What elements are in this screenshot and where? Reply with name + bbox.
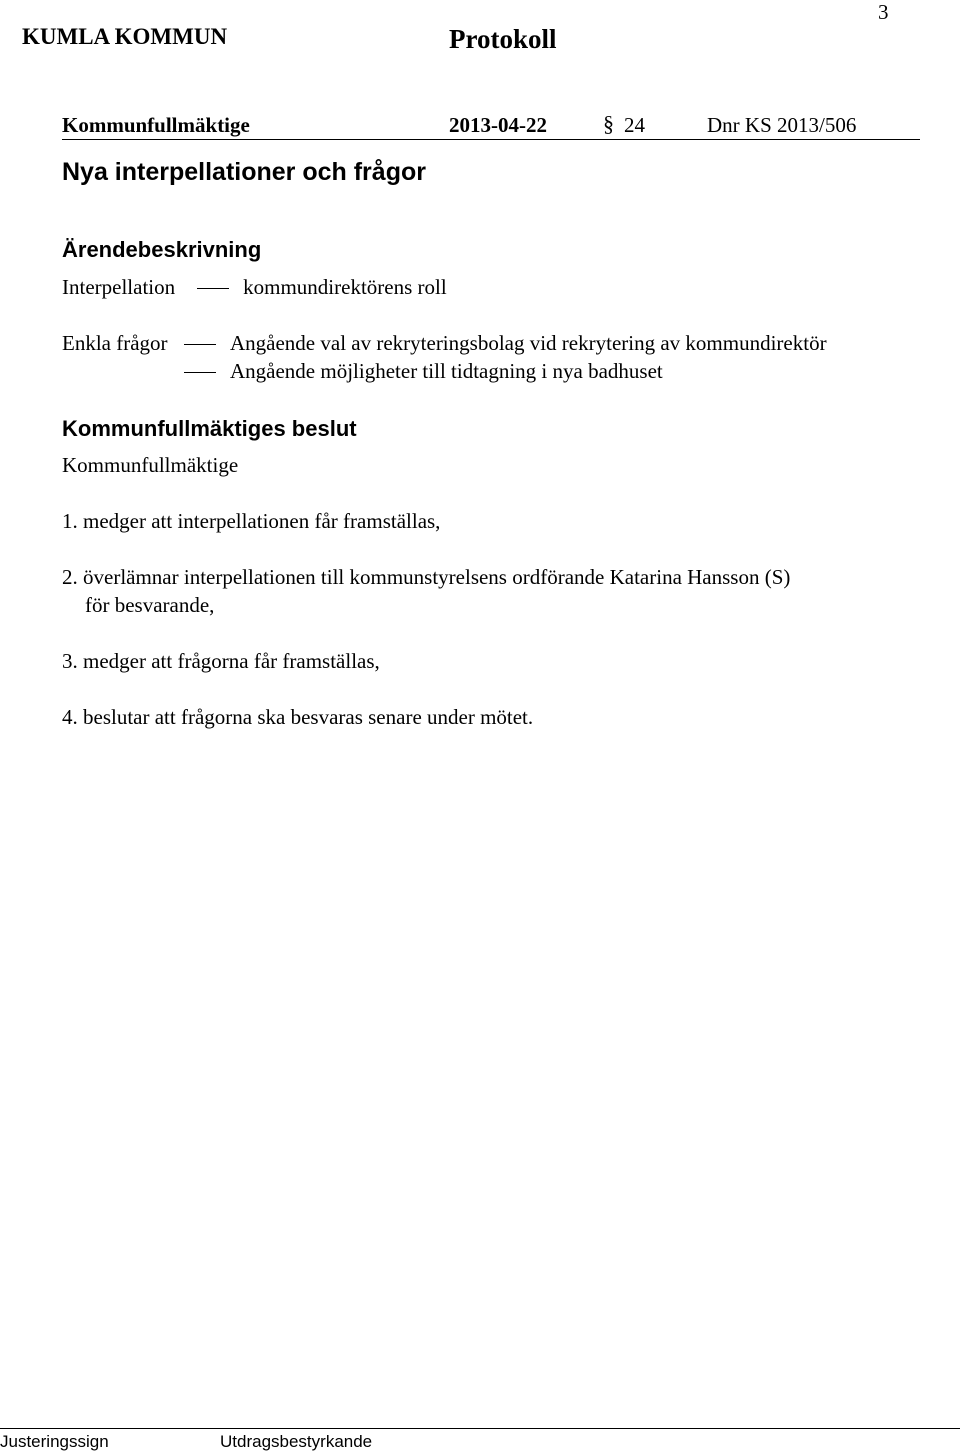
enkla-fragor-label: Enkla frågor: [62, 331, 168, 355]
decision-text: överlämnar interpellationen till kommunstyrelsens ordförande Katarina Hansson (S): [83, 565, 791, 589]
arendebeskrivning-heading: Ärendebeskrivning: [62, 237, 262, 262]
meeting-body: Kommunfullmäktige: [62, 113, 250, 137]
beslut-intro: Kommunfullmäktige: [62, 453, 239, 477]
decision-text: beslutar att frågorna ska besvaras senare under mötet.: [83, 705, 534, 729]
decision-number: 2.: [62, 565, 78, 589]
document-type: Protokoll: [449, 24, 557, 54]
interpellation-label: Interpellation: [62, 275, 176, 299]
question-row-1: [184, 329, 827, 357]
decision-item-4: [62, 703, 533, 731]
decision-number: 3.: [62, 649, 78, 673]
decision-item-3: [62, 647, 380, 675]
decision-item-2-continuation: för besvarande,: [85, 593, 215, 617]
page-number: 3: [878, 0, 889, 24]
municipality-name: KUMLA KOMMUN: [22, 24, 228, 49]
footer-justeringssign: Justeringssign: [0, 1432, 109, 1451]
question-row-2: [184, 357, 663, 385]
decision-text: medger att frågorna får framställas,: [83, 649, 380, 673]
section-symbol: §: [603, 111, 614, 136]
footer-utdragsbestyrkande: Utdragsbestyrkande: [220, 1432, 373, 1451]
beslut-heading: Kommunfullmäktiges beslut: [62, 416, 357, 441]
dash-separator: [197, 288, 229, 289]
dnr-reference: Dnr KS 2013/506: [707, 113, 857, 137]
question-text-1: Angående val av rekryteringsbolag vid rekrytering av kommundirektör: [230, 331, 827, 355]
meeting-date: 2013-04-22: [449, 113, 547, 137]
footer-rule: [0, 1428, 960, 1429]
decision-item-1: [62, 507, 440, 535]
decision-text: medger att interpellationen får framställas,: [83, 509, 441, 533]
question-text-2: Angående möjligheter till tidtagning i nya badhuset: [230, 359, 663, 383]
dash-separator: [184, 372, 216, 373]
interpellation-text: kommundirektörens roll: [243, 275, 447, 299]
decision-item-2: [62, 563, 790, 591]
decision-number: 1.: [62, 509, 78, 533]
interpellation-row: [62, 273, 447, 301]
decision-number: 4.: [62, 705, 78, 729]
section-number: 24: [624, 113, 645, 137]
dash-separator: [184, 344, 216, 345]
page-title: Nya interpellationer och frågor: [62, 158, 426, 186]
meeting-line-rule: [62, 139, 920, 140]
